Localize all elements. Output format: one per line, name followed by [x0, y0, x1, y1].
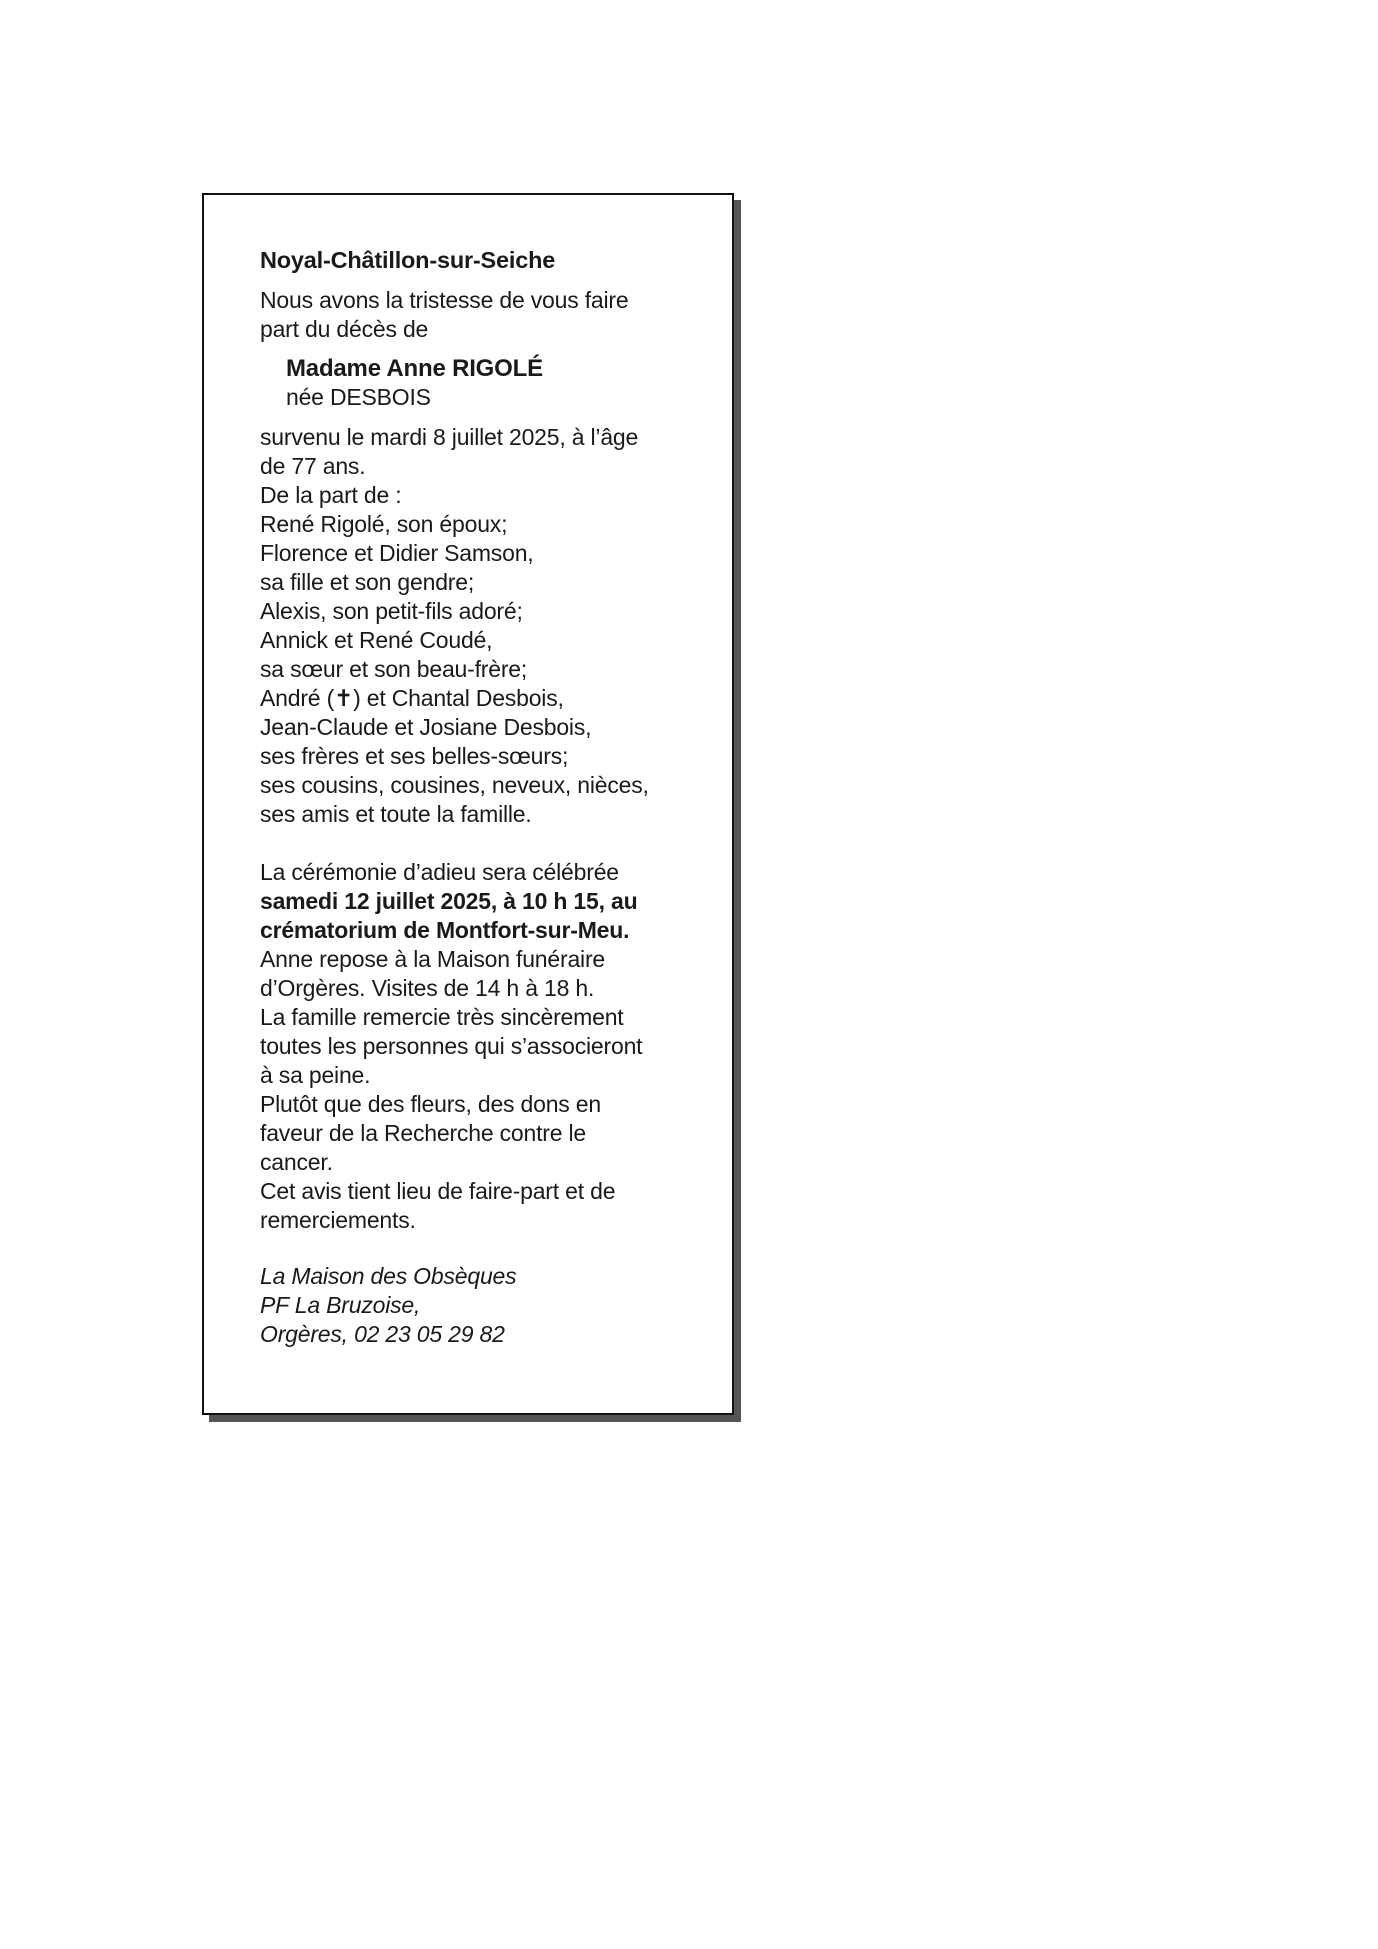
family-line: Annick et René Coudé, [260, 627, 493, 653]
ceremony-date-line: samedi 12 juillet 2025, à 10 h 15, au [260, 888, 638, 914]
intro-line: part du décès de [260, 316, 429, 342]
closing-line: faveur de la Recherche contre le [260, 1120, 587, 1146]
funeral-home-line: La Maison des Obsèques [260, 1263, 517, 1289]
death-details [260, 423, 720, 829]
cross-icon: ✝ [334, 685, 354, 711]
andre-before: André ( [260, 685, 335, 711]
closing-line: La famille remercie très sincèrement [260, 1004, 624, 1030]
notice-location-heading: Noyal-Châtillon-sur-Seiche [260, 247, 556, 273]
ceremony-place-line: crématorium de Montfort-sur-Meu. [260, 917, 630, 943]
deceased-name: Madame Anne RIGOLÉ [286, 355, 543, 382]
closing-line: Plutôt que des fleurs, des dons en [260, 1091, 601, 1117]
ceremony-intro: La cérémonie d’adieu sera célébrée [260, 859, 619, 885]
family-line-andre [260, 684, 720, 713]
intro-line: Nous avons la tristesse de vous faire [260, 287, 629, 313]
death-line: de 77 ans. [260, 453, 366, 479]
family-line: ses frères et ses belles-sœurs; [260, 743, 569, 769]
closing-line: Anne repose à la Maison funéraire [260, 946, 606, 972]
obituary-notice [202, 193, 734, 1415]
notice-content [260, 246, 720, 1349]
closing-line: toutes les personnes qui s’associeront [260, 1033, 643, 1059]
closing-line: Cet avis tient lieu de faire-part et de [260, 1178, 616, 1204]
paragraph-gap [260, 829, 720, 858]
family-intro: De la part de : [260, 482, 402, 508]
closing-line: remerciements. [260, 1207, 416, 1233]
family-line: Florence et Didier Samson, [260, 540, 534, 566]
funeral-home-line: Orgères, 02 23 05 29 82 [260, 1321, 505, 1347]
family-line: Alexis, son petit-fils adoré; [260, 598, 523, 624]
family-line: sa sœur et son beau-frère; [260, 656, 528, 682]
ceremony-details [260, 858, 720, 1235]
closing-line: à sa peine. [260, 1062, 371, 1088]
family-line: sa fille et son gendre; [260, 569, 475, 595]
family-line: Jean-Claude et Josiane Desbois, [260, 714, 592, 740]
maiden-name: née DESBOIS [286, 384, 431, 410]
deceased-block [286, 354, 720, 412]
death-line: survenu le mardi 8 juillet 2025, à l’âge [260, 424, 639, 450]
notice-intro [260, 286, 720, 344]
closing-line: cancer. [260, 1149, 333, 1175]
family-line: ses amis et toute la famille. [260, 801, 532, 827]
family-line: ses cousins, cousines, neveux, nièces, [260, 772, 649, 798]
andre-after: ) et Chantal Desbois, [353, 685, 564, 711]
family-line: René Rigolé, son époux; [260, 511, 508, 537]
funeral-home-line: PF La Bruzoise, [260, 1292, 421, 1318]
funeral-home-signature [260, 1262, 720, 1349]
closing-line: d’Orgères. Visites de 14 h à 18 h. [260, 975, 595, 1001]
